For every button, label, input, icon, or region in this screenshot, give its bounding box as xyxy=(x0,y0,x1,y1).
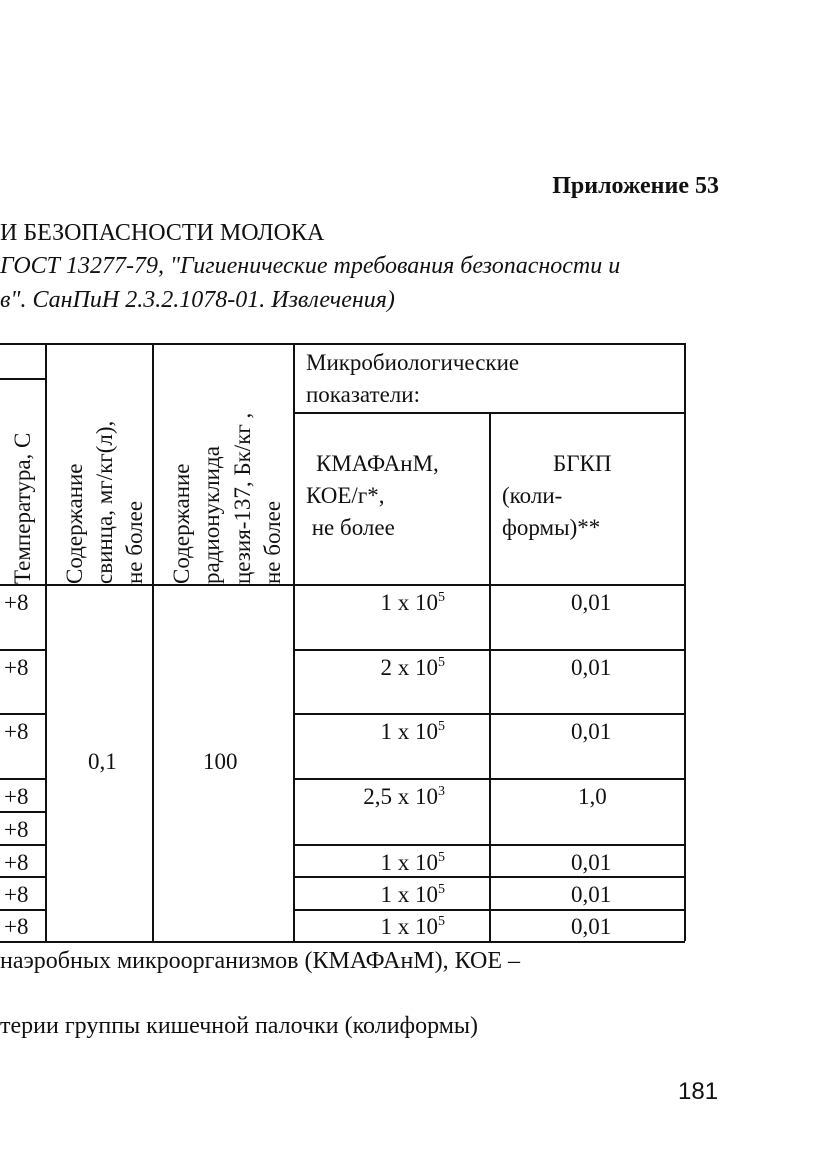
row-temp: +8 xyxy=(4,784,29,809)
table-right-border xyxy=(684,343,686,941)
appendix-label: Приложение 53 xyxy=(552,173,719,199)
cesium-value: 100 xyxy=(203,749,238,774)
row-bgkp: 0,01 xyxy=(571,850,612,875)
row-temp: +8 xyxy=(4,914,29,939)
footnote-line-1: наэробных микроорганизмов (КМАФАнМ), КОЕ – xyxy=(0,948,521,974)
table-column-divider xyxy=(152,343,154,941)
document-subtitle-line-2: в". СанПиН 2.3.2.1078-01. Извлечения) xyxy=(0,287,395,313)
row-temp: +8 xyxy=(4,817,29,842)
table-header-bottom-border xyxy=(0,584,685,586)
table-row-divider xyxy=(0,649,45,651)
table-temp-header-divider xyxy=(0,378,45,380)
row-kmafanm: 2,5 x $10^3$ xyxy=(363,784,445,809)
row-temp: +8 xyxy=(4,719,29,744)
row-bgkp: 0,01 xyxy=(571,655,612,680)
row-temp: +8 xyxy=(4,882,29,907)
header-cesium-line-3: цезия-137, Бк/кг , xyxy=(230,412,255,584)
page-number: 181 xyxy=(678,1078,719,1105)
header-kmafanm-line-1: КМАФАнМ, xyxy=(316,451,439,476)
header-temperature: Температура, С xyxy=(10,432,35,584)
footnote-line-2: терии группы кишечной палочки (колиформы) xyxy=(0,1013,479,1039)
header-cesium-line-4: не более xyxy=(260,500,285,584)
table-row-divider xyxy=(0,713,45,715)
row-bgkp: 0,01 xyxy=(571,914,612,939)
header-micro-line-2: показатели: xyxy=(306,382,420,407)
header-micro-line-1: Микробиологические xyxy=(306,350,520,375)
row-temp: +8 xyxy=(4,850,29,875)
table-row-divider xyxy=(0,909,45,911)
header-bgkp-line-3: формы)** xyxy=(502,515,601,540)
table-column-divider xyxy=(489,412,491,941)
header-lead-line-3: не более xyxy=(122,500,147,584)
header-lead-line-2: свинца, мг/кг(л), xyxy=(92,420,117,584)
header-kmafanm-line-3: не более xyxy=(306,515,395,540)
header-bgkp-line-1: БГКП xyxy=(553,451,612,476)
document-title: И БЕЗОПАСНОСТИ МОЛОКА xyxy=(0,220,325,246)
document-subtitle-line-1: ГОСТ 13277-79, "Гигиенические требования безопасности и xyxy=(0,253,621,279)
lead-value: 0,1 xyxy=(88,749,117,774)
row-kmafanm: 2 x $10^5$ xyxy=(380,655,445,680)
table-row-divider xyxy=(0,876,45,878)
row-temp: +8 xyxy=(4,655,29,680)
table-row-divider xyxy=(0,811,45,813)
row-kmafanm: 1 x $10^5$ xyxy=(380,914,445,939)
row-kmafanm: 1 x $10^5$ xyxy=(380,850,445,875)
header-cesium-line-1: Содержание xyxy=(169,463,194,584)
row-kmafanm: 1 x $10^5$ xyxy=(380,882,445,907)
row-kmafanm: 1 x $10^5$ xyxy=(380,719,445,744)
header-bgkp-line-2: (коли- xyxy=(502,483,563,508)
row-kmafanm: 1 x $10^5$ xyxy=(380,590,445,615)
table-column-divider xyxy=(45,343,47,941)
header-kmafanm-line-2: КОЕ/г*, xyxy=(306,483,385,508)
row-bgkp: 0,01 xyxy=(571,719,612,744)
table-column-divider xyxy=(293,343,295,941)
row-bgkp: 1,0 xyxy=(578,784,607,809)
row-temp: +8 xyxy=(4,590,29,615)
row-bgkp: 0,01 xyxy=(571,590,612,615)
table-row-divider xyxy=(0,778,45,780)
header-lead-line-1: Содержание xyxy=(62,463,87,584)
row-bgkp: 0,01 xyxy=(571,882,612,907)
header-cesium-line-2: радионуклида xyxy=(199,446,224,584)
table-row-divider xyxy=(0,844,45,846)
table-top-border xyxy=(0,343,685,345)
table-bottom-border xyxy=(0,941,685,943)
